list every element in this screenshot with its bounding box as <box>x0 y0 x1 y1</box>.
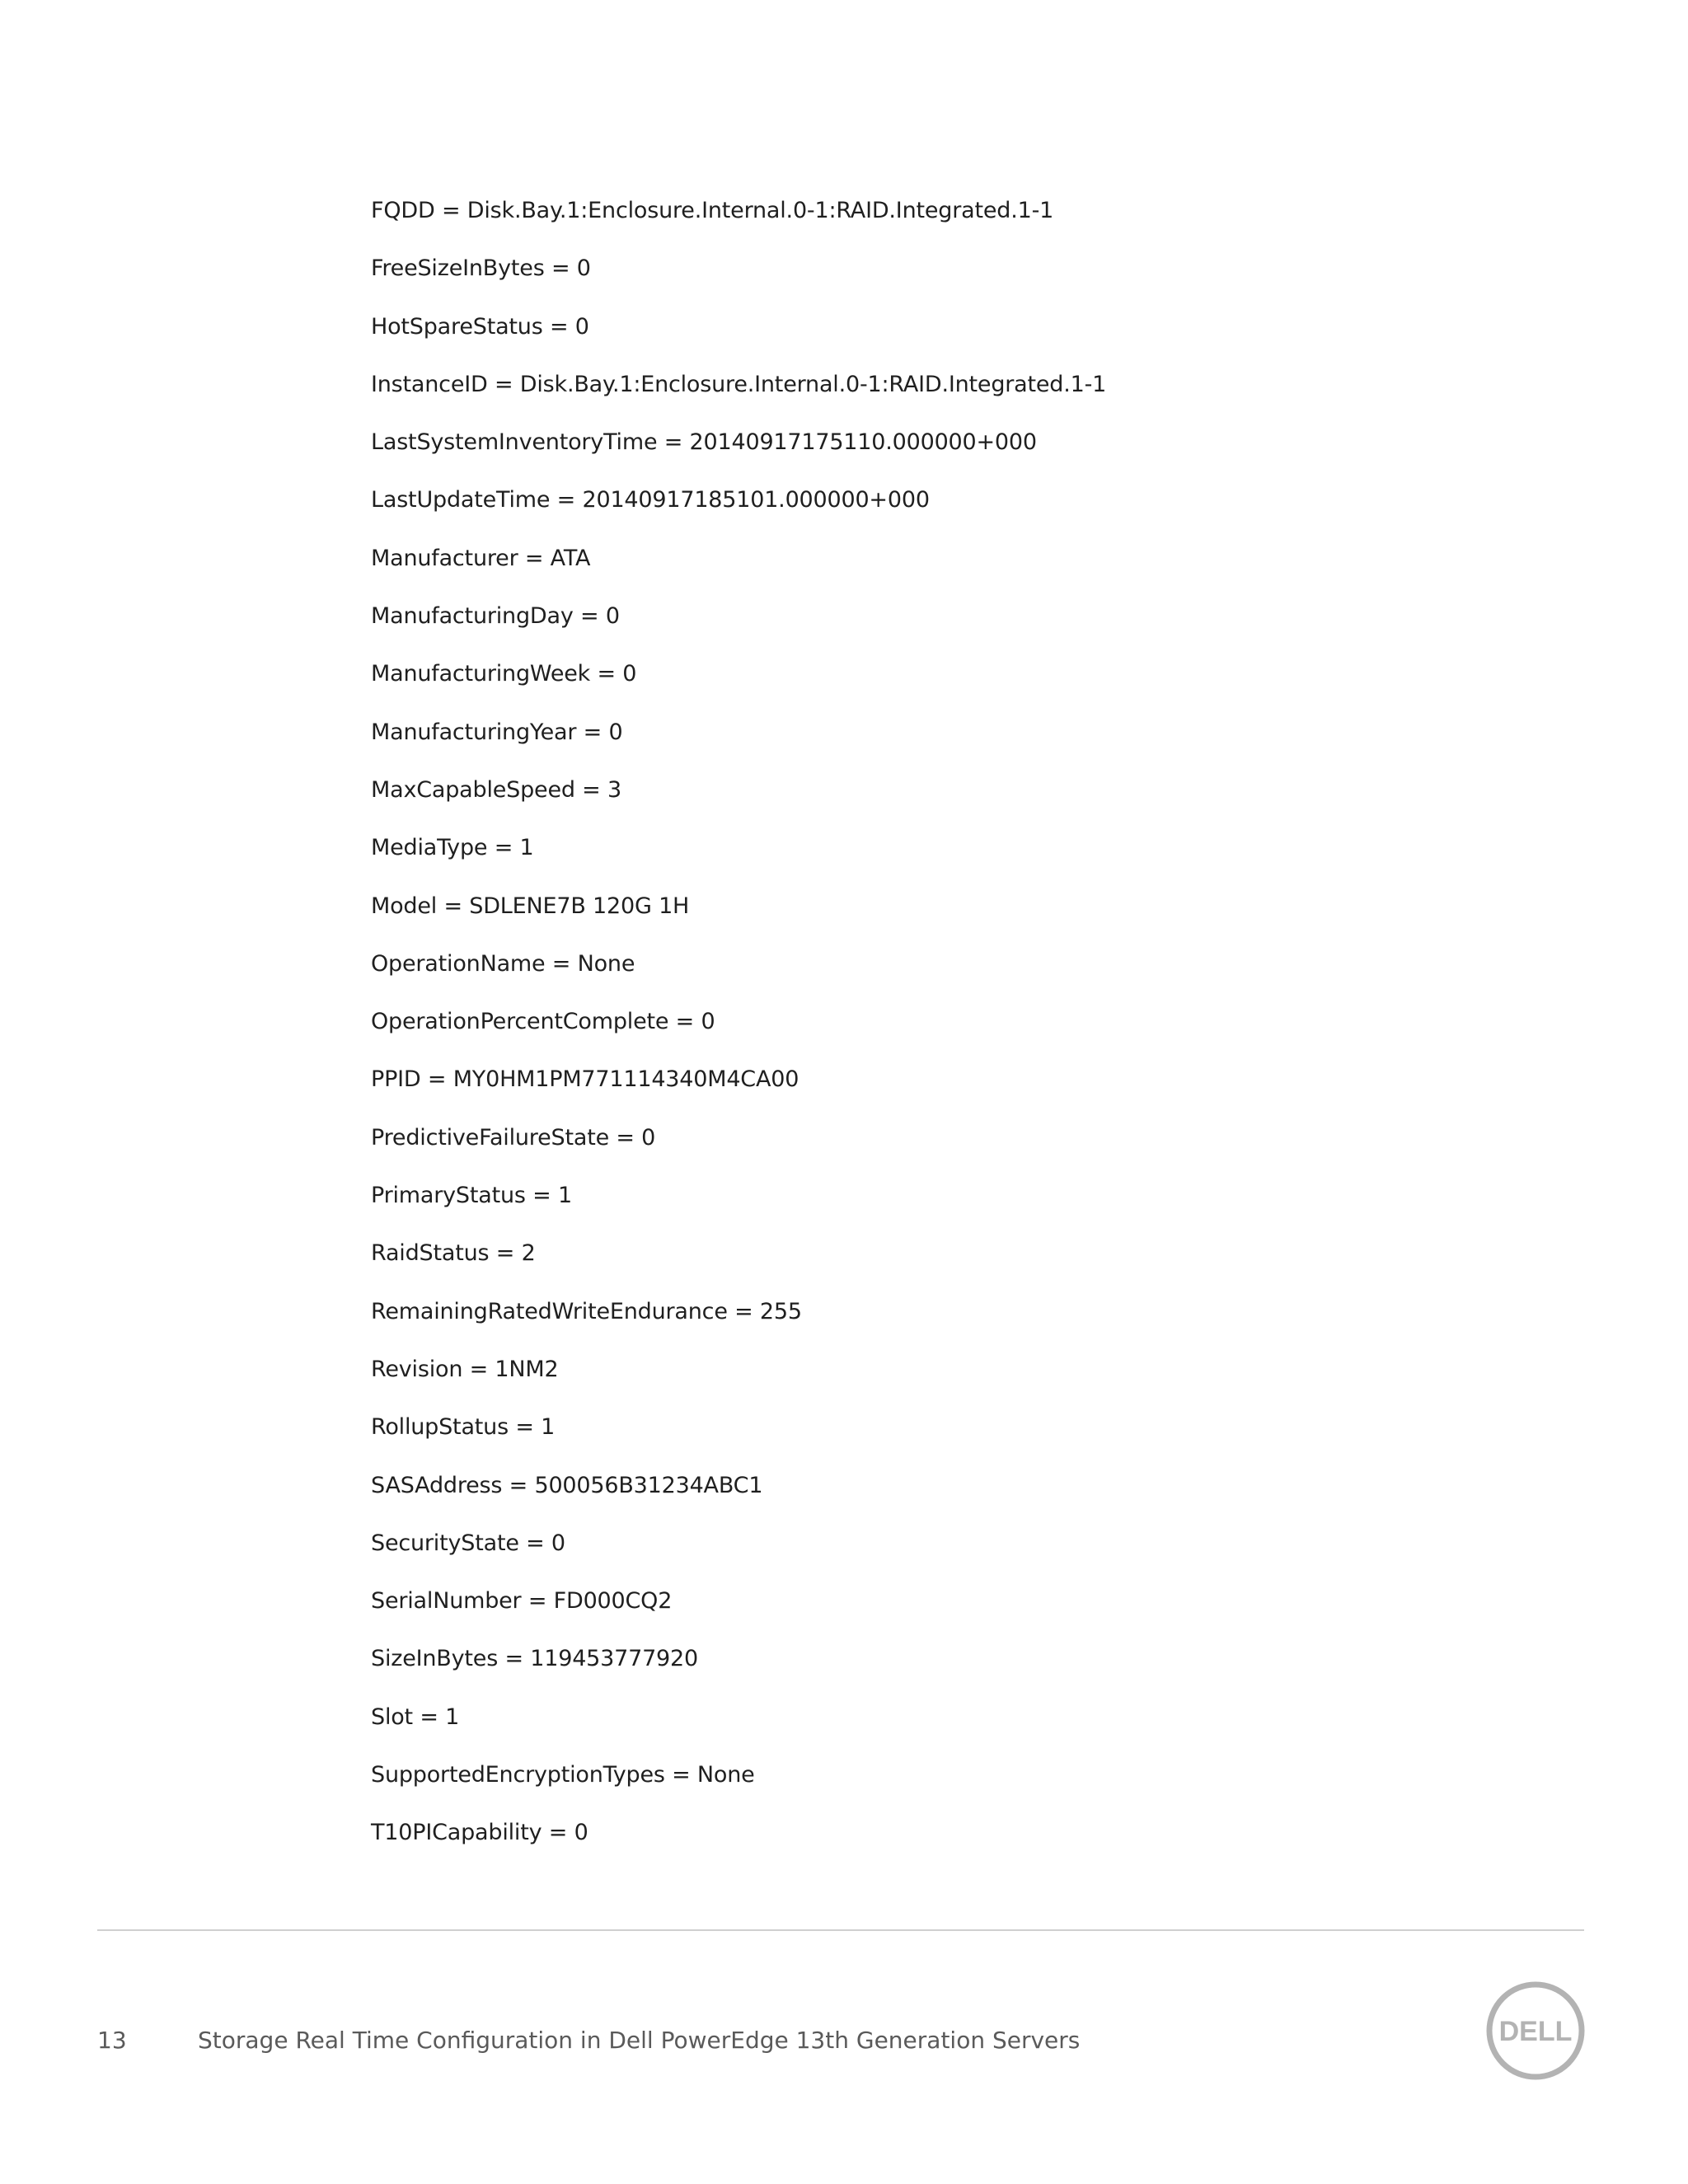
property-line: LastSystemInventoryTime = 20140917175110.000000+000 <box>371 429 1037 456</box>
dell-logo <box>1484 1980 1587 2082</box>
property-line: Revision = 1NM2 <box>371 1356 559 1382</box>
property-line: SizeInBytes = 119453777920 <box>371 1646 698 1672</box>
property-line: PrimaryStatus = 1 <box>371 1183 572 1209</box>
property-line: RaidStatus = 2 <box>371 1240 536 1267</box>
property-line: Manufacturer = ATA <box>371 545 591 571</box>
property-line: Slot = 1 <box>371 1704 460 1730</box>
property-line: PredictiveFailureState = 0 <box>371 1124 656 1151</box>
footer-title: Storage Real Time Configuration in Dell PowerEdge 13th Generation Servers <box>198 2027 1081 2054</box>
property-line: OperationPercentComplete = 0 <box>371 1009 715 1035</box>
property-line: RollupStatus = 1 <box>371 1414 556 1441</box>
property-line: MaxCapableSpeed = 3 <box>371 776 621 803</box>
property-line: LastUpdateTime = 20140917185101.000000+000 <box>371 487 930 513</box>
footer-divider <box>97 1929 1584 1931</box>
property-line: OperationName = None <box>371 950 635 977</box>
dell-logo-text: DELL <box>1498 2016 1573 2047</box>
property-line: ManufacturingWeek = 0 <box>371 661 637 687</box>
property-line: FreeSizeInBytes = 0 <box>371 255 591 282</box>
property-line: PPID = MY0HM1PM771114340M4CA00 <box>371 1066 799 1093</box>
property-line: SerialNumber = FD000CQ2 <box>371 1588 673 1615</box>
property-line: HotSpareStatus = 0 <box>371 313 589 340</box>
property-line: SecurityState = 0 <box>371 1530 565 1556</box>
property-line: ManufacturingYear = 0 <box>371 719 623 745</box>
property-list <box>371 196 1106 1877</box>
property-line: MediaType = 1 <box>371 835 534 861</box>
property-line: SupportedEncryptionTypes = None <box>371 1762 755 1788</box>
property-line: Model = SDLENE7B 120G 1H <box>371 893 690 919</box>
property-line: SASAddress = 500056B31234ABC1 <box>371 1472 763 1498</box>
page-number: 13 <box>97 2027 127 2054</box>
property-line: RemainingRatedWriteEndurance = 255 <box>371 1298 802 1324</box>
property-line: InstanceID = Disk.Bay.1:Enclosure.Internal.0-1:RAID.Integrated.1-1 <box>371 371 1107 397</box>
property-line: FQDD = Disk.Bay.1:Enclosure.Internal.0-1:RAID.Integrated.1-1 <box>371 198 1054 223</box>
property-line: ManufacturingDay = 0 <box>371 603 620 630</box>
property-line: T10PICapability = 0 <box>371 1820 588 1846</box>
